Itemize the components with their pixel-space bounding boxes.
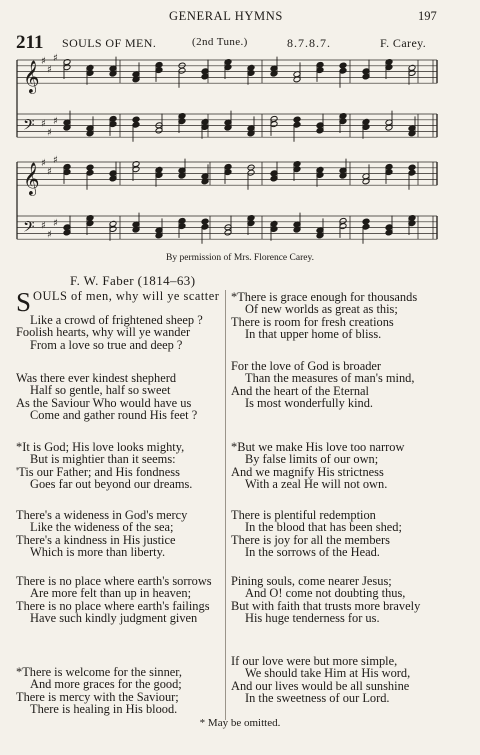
stanza-line: And more graces for the good; — [30, 677, 182, 692]
footnote: * May be omitted. — [199, 717, 281, 729]
sharp-icon: ♯ — [41, 118, 46, 130]
stanza-line: Come and gather round His feet ? — [30, 408, 198, 423]
page-number: 197 — [418, 9, 437, 23]
stanza-line: *But we make His love too narrow — [231, 440, 405, 454]
music-score — [0, 0, 480, 260]
note-head — [132, 116, 140, 123]
stanza-line: Foolish hearts, why will ye wander — [16, 325, 191, 340]
left-stanza-6 — [16, 666, 220, 716]
sharp-icon: ♯ — [47, 127, 52, 139]
stanza-line: Like a crowd of frightened sheep ? — [30, 313, 203, 327]
column-divider — [225, 290, 226, 720]
hymn-meter: 8.7.8.7. — [287, 36, 331, 50]
stanza-line: In the sweetness of our Lord. — [245, 691, 390, 706]
drop-cap: S — [16, 287, 32, 317]
hymn-tune-name: SOULS OF MEN. — [62, 36, 157, 50]
stanza-line: And we magnify His strictness — [231, 464, 384, 479]
permission-note: By permission of Mrs. Florence Carey. — [166, 253, 314, 263]
note-head — [293, 116, 301, 123]
stanza-line: From a love so true and deep ? — [30, 337, 183, 352]
note-head — [201, 218, 209, 225]
stanza-line: In that upper home of bliss. — [245, 327, 382, 342]
stanza-line: Pining souls, come nearer Jesus; — [231, 574, 392, 588]
note-head — [362, 218, 370, 225]
sharp-icon: ♯ — [41, 56, 46, 67]
stanza-line: Which is more than liberty. — [30, 545, 166, 560]
stanza-line: If our love were but more simple, — [231, 654, 398, 668]
stanza-line: Of new worlds as great as this; — [245, 302, 398, 317]
sharp-icon: ♯ — [53, 115, 58, 127]
hymn-number: 211 — [16, 32, 44, 53]
stanza-line: By false limits of our own; — [245, 452, 379, 467]
stanza-line: There's a wideness in God's mercy — [16, 508, 188, 522]
left-stanza-2 — [16, 372, 220, 422]
stanza-line: Is most wonderfully kind. — [245, 396, 374, 411]
stanza-line: Have such kindly judgment given — [30, 611, 198, 626]
stanza-line: *There is grace enough for thousands — [231, 290, 418, 304]
stanza-line: And the heart of the Eternal — [231, 383, 369, 398]
stanza-line: There is room for fresh creations — [231, 314, 394, 329]
stanza-line: His huge tenderness for us. — [245, 611, 380, 626]
stanza-line: OULS of men, why will ye scatter — [33, 289, 220, 303]
note-head — [408, 164, 416, 171]
stanza-line: There's a kindness in His justice — [16, 532, 176, 547]
stanza-line: And our lives would be all sunshine — [231, 678, 410, 693]
sharp-icon: ♯ — [53, 155, 58, 167]
left-stanza-4 — [16, 509, 220, 559]
right-stanza-1 — [231, 291, 437, 341]
treble-clef-icon: 𝄞 — [23, 60, 40, 94]
stanza-line: Was there ever kindest shepherd — [16, 371, 177, 385]
stanza-line: With a zeal He will not own. — [245, 477, 388, 492]
stanza-line: Are more felt than up in heaven; — [30, 586, 192, 601]
stanza-line: There is mercy with the Saviour; — [16, 689, 179, 704]
stanza-line: There is no place where earth's failings — [16, 598, 210, 613]
stanza-line: But with faith that trusts more bravely — [231, 598, 421, 613]
stanza-line: Than the measures of man's mind, — [245, 371, 415, 386]
stanza-line: Half so gentle, half so sweet — [30, 383, 171, 398]
stanza-line: There is joy for all the members — [231, 532, 390, 547]
stanza-line: In the blood that has been shed; — [245, 520, 402, 535]
stanza-line: For the love of God is broader — [231, 359, 382, 373]
running-title: GENERAL HYMNS — [169, 9, 283, 23]
left-stanza-1 — [16, 287, 220, 352]
right-stanza-6 — [231, 655, 437, 705]
stanza-line: There is healing in His blood. — [30, 702, 178, 717]
stanza-line: In the sorrows of the Head. — [245, 545, 380, 560]
right-stanza-4 — [231, 509, 437, 559]
sharp-icon: ♯ — [53, 217, 58, 229]
stanza-line: Like the wideness of the sea; — [30, 520, 174, 535]
stanza-line: As the Saviour Who would have us — [16, 395, 192, 410]
right-stanza-5 — [231, 575, 437, 625]
bass-clef-icon: 𝄢 — [23, 116, 35, 138]
stanza-line: Goes far out beyond our dreams. — [30, 477, 193, 492]
sharp-icon: ♯ — [41, 220, 46, 232]
sharp-icon: ♯ — [41, 158, 46, 169]
stanza-line: We should take Him at His word, — [245, 666, 411, 681]
bass-clef-icon: 𝄢 — [23, 218, 35, 240]
hymn-tune-label: (2nd Tune.) — [192, 36, 248, 48]
sharp-icon: ♯ — [47, 64, 52, 76]
note-head — [339, 62, 347, 69]
left-stanza-5 — [16, 575, 220, 625]
stanza-line: *It is God; His love looks mighty, — [16, 440, 185, 454]
author-line: F. W. Faber (1814–63) — [70, 273, 196, 288]
sharp-icon: ♯ — [47, 166, 52, 178]
sharp-icon: ♯ — [47, 229, 52, 241]
right-stanza-3 — [231, 441, 437, 491]
sharp-icon: ♯ — [53, 53, 58, 65]
treble-clef-icon: 𝄞 — [23, 162, 40, 196]
stanza-line: There is no place where earth's sorrows — [16, 574, 212, 588]
score-systems — [17, 53, 437, 244]
right-stanza-2 — [231, 360, 437, 410]
stanza-line: *There is welcome for the sinner, — [16, 665, 183, 679]
stanza-line: But is mightier than it seems: — [30, 452, 176, 467]
left-stanza-3 — [16, 441, 220, 491]
stanza-line: And O! come not doubting thus, — [245, 586, 406, 601]
stanza-line: There is plentiful redemption — [231, 508, 376, 522]
stanza-line: 'Tis our Father; and His fondness — [16, 464, 180, 479]
hymn-composer: F. Carey. — [380, 36, 427, 50]
note-head — [86, 164, 94, 171]
